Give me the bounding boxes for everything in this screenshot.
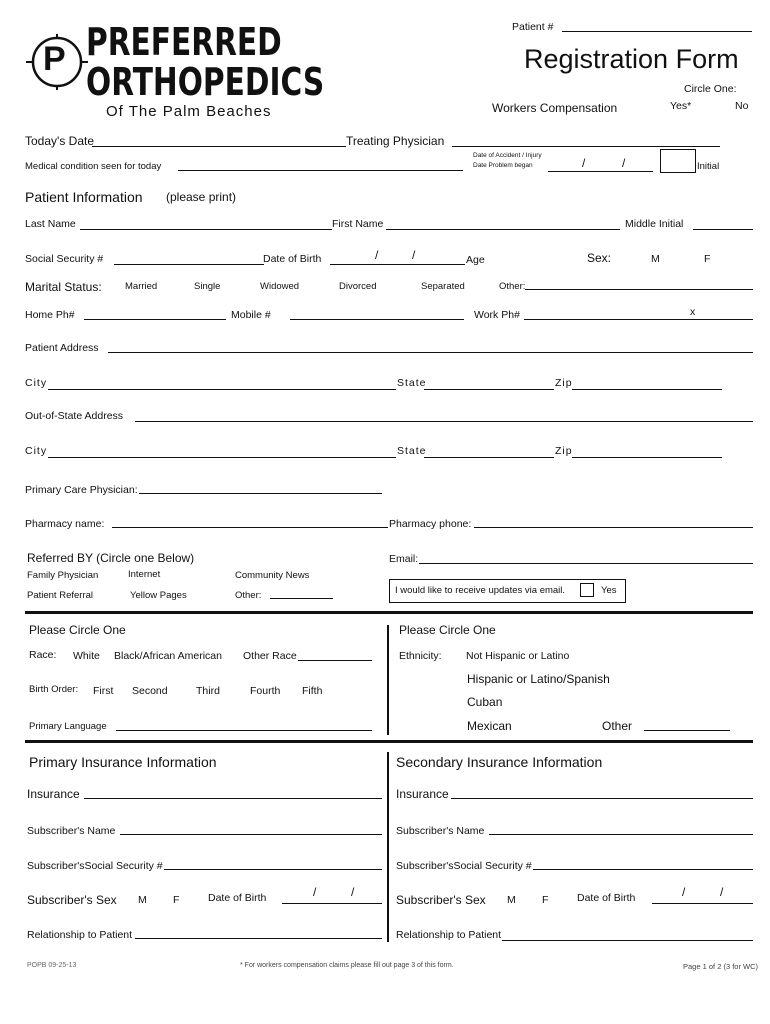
last-name-label: Last Name: [25, 218, 76, 230]
primary-dob-label: Date of Birth: [208, 892, 267, 904]
primary-language-label: Primary Language: [29, 721, 107, 732]
insurance-column-divider: [387, 752, 389, 942]
marital-widowed[interactable]: Widowed: [260, 281, 300, 292]
footer-note: * For workers compensation claims please fill out page 3 of this form.: [240, 962, 454, 969]
ethnicity-other-field[interactable]: [644, 730, 730, 731]
primary-sex-m[interactable]: M: [138, 894, 147, 906]
middle-initial-label: Middle Initial: [625, 218, 684, 230]
email-updates-yes: Yes: [601, 585, 617, 596]
initial-label: Initial: [697, 161, 720, 172]
date-problem-label: Date Problem began: [473, 162, 533, 169]
referral-community[interactable]: Community News: [235, 570, 310, 581]
referral-other-field[interactable]: [270, 598, 333, 599]
date-slash-1: /: [582, 156, 586, 170]
secondary-relationship-label: Relationship to Patient: [396, 929, 502, 941]
pharmacy-phone-label: Pharmacy phone:: [389, 518, 472, 530]
workers-comp-label: Workers Compensation: [492, 101, 618, 115]
date-slash-2: /: [622, 156, 626, 170]
pcp-label: Primary Care Physician:: [25, 484, 138, 496]
logo-line-3: Of The Palm Beaches: [106, 103, 272, 120]
primary-relationship-field[interactable]: [135, 938, 382, 939]
oos-address-field[interactable]: [135, 421, 753, 422]
email-field[interactable]: [419, 563, 753, 564]
marital-married[interactable]: Married: [125, 281, 158, 292]
referral-yellow[interactable]: Yellow Pages: [130, 590, 187, 601]
oos-zip-field[interactable]: [572, 457, 722, 458]
pharmacy-phone-field[interactable]: [474, 527, 753, 528]
pcp-field[interactable]: [139, 493, 382, 494]
right-circle-heading: Please Circle One: [399, 623, 496, 637]
logo-line-2: ORTHOPEDICS: [86, 60, 325, 104]
section-divider-1: [25, 611, 753, 614]
race-label: Race:: [29, 649, 57, 661]
marital-other-field[interactable]: [525, 289, 753, 290]
race-black[interactable]: Black/African American: [114, 650, 222, 662]
secondary-insurance-label: Insurance: [396, 787, 449, 801]
first-name-field[interactable]: [386, 229, 620, 230]
primary-subscriber-sex-label: Subscriber's Sex: [27, 893, 117, 907]
primary-dob-field[interactable]: [282, 903, 382, 904]
oos-city-field[interactable]: [48, 457, 396, 458]
oos-city-label: City: [25, 445, 48, 457]
email-label: Email:: [389, 553, 419, 565]
email-updates-text: I would like to receive updates via email.: [395, 585, 566, 596]
ethnicity-mexican[interactable]: Mexican: [467, 719, 512, 733]
patient-address-label: Patient Address: [25, 342, 99, 354]
patient-address-field[interactable]: [108, 352, 753, 353]
primary-language-field[interactable]: [116, 730, 372, 731]
oos-state-field[interactable]: [424, 457, 554, 458]
first-name-label: First Name: [332, 218, 384, 230]
logo-line-1: PREFERRED: [86, 20, 282, 64]
age-label: Age: [466, 254, 485, 266]
primary-insurance-field[interactable]: [84, 798, 382, 799]
circle-one-label: Circle One:: [684, 83, 737, 95]
secondary-insurance-heading: Secondary Insurance Information: [396, 754, 603, 770]
medical-condition-label: Medical condition seen for today: [25, 161, 162, 172]
left-circle-heading: Please Circle One: [29, 623, 126, 637]
primary-insurance-heading: Primary Insurance Information: [29, 754, 217, 770]
treating-physician-field[interactable]: [452, 146, 720, 147]
referral-patient[interactable]: Patient Referral: [27, 590, 94, 601]
mobile-field[interactable]: [290, 319, 464, 320]
race-other-field[interactable]: [298, 660, 372, 661]
primary-dob-slash-1: /: [313, 885, 317, 899]
logo-letter: P: [43, 40, 66, 78]
home-phone-field[interactable]: [84, 319, 226, 320]
workers-comp-no[interactable]: No: [735, 100, 749, 112]
sex-f-option[interactable]: F: [704, 253, 711, 265]
patient-number-field[interactable]: [562, 31, 752, 32]
date-accident-label: Date of Accident / Injury: [473, 152, 542, 159]
referral-heading: Referred BY (Circle one Below): [27, 551, 195, 565]
referral-internet[interactable]: Internet: [128, 569, 161, 580]
secondary-subscriber-ssn-label: Subscriber'sSocial Security #: [396, 860, 532, 872]
birth-order-second[interactable]: Second: [132, 685, 168, 697]
sex-m-option[interactable]: M: [651, 253, 660, 265]
work-phone-field[interactable]: [524, 319, 753, 320]
marital-status-label: Marital Status:: [25, 280, 102, 294]
oos-state-label: State: [397, 445, 427, 457]
date-accident-field[interactable]: [548, 171, 653, 172]
zip-label: Zip: [555, 377, 573, 389]
dob-label: Date of Birth: [263, 253, 322, 265]
oos-address-label: Out-of-State Address: [25, 410, 124, 422]
page-title: Registration Form: [524, 44, 739, 74]
ethnicity-not-hispanic[interactable]: Not Hispanic or Latino: [466, 650, 570, 662]
secondary-dob-slash-2: /: [720, 885, 724, 899]
secondary-subscriber-name-label: Subscriber's Name: [396, 825, 485, 837]
state-label: State: [397, 377, 427, 389]
email-updates-checkbox[interactable]: [580, 583, 594, 597]
referral-family[interactable]: Family Physician: [27, 570, 99, 581]
dob-slash-1: /: [375, 248, 379, 262]
ethnicity-label: Ethnicity:: [399, 650, 442, 662]
primary-subscriber-ssn-label: Subscriber'sSocial Security #: [27, 860, 163, 872]
race-white[interactable]: White: [73, 650, 100, 662]
patient-number-label: Patient #: [512, 21, 554, 33]
last-name-field[interactable]: [80, 229, 332, 230]
footer-page-number: Page 1 of 2 (3 for WC): [683, 962, 759, 971]
ethnicity-hispanic[interactable]: Hispanic or Latino/Spanish: [467, 672, 610, 686]
todays-date-label: Today's Date: [25, 134, 94, 148]
treating-physician-label: Treating Physician: [346, 134, 445, 148]
primary-subscriber-ssn-field[interactable]: [164, 869, 382, 870]
pharmacy-name-label: Pharmacy name:: [25, 518, 105, 530]
secondary-sex-m[interactable]: M: [507, 894, 516, 906]
primary-insurance-label: Insurance: [27, 787, 80, 801]
demographics-column-divider: [387, 625, 389, 735]
ethnicity-other-label: Other: [602, 719, 633, 733]
race-other-label: Other Race: [243, 650, 297, 662]
secondary-dob-field[interactable]: [652, 903, 753, 904]
oos-zip-label: Zip: [555, 445, 573, 457]
city-label: City: [25, 377, 48, 389]
primary-subscriber-name-field[interactable]: [120, 834, 382, 835]
birth-order-fifth[interactable]: Fifth: [302, 685, 323, 697]
mobile-label: Mobile #: [231, 309, 271, 321]
marital-separated[interactable]: Separated: [421, 281, 465, 292]
secondary-subscriber-name-field[interactable]: [489, 834, 753, 835]
birth-order-third[interactable]: Third: [196, 685, 220, 697]
initial-box[interactable]: [660, 149, 696, 173]
city-field[interactable]: [48, 389, 396, 390]
dob-field[interactable]: [330, 264, 465, 265]
marital-divorced[interactable]: Divorced: [339, 281, 377, 292]
pharmacy-name-field[interactable]: [112, 527, 388, 528]
secondary-subscriber-sex-label: Subscriber's Sex: [396, 893, 486, 907]
work-ext-x: x: [690, 306, 696, 318]
zip-field[interactable]: [572, 389, 722, 390]
marital-single[interactable]: Single: [194, 281, 221, 292]
ethnicity-cuban[interactable]: Cuban: [467, 695, 503, 709]
todays-date-field[interactable]: [92, 146, 346, 147]
referral-other-label: Other:: [235, 590, 262, 601]
medical-condition-field[interactable]: [178, 170, 463, 171]
secondary-dob-label: Date of Birth: [577, 892, 636, 904]
please-print-note: (please print): [166, 190, 237, 204]
primary-dob-slash-2: /: [351, 885, 355, 899]
state-field[interactable]: [424, 389, 554, 390]
home-phone-label: Home Ph#: [25, 309, 75, 321]
secondary-subscriber-ssn-field[interactable]: [533, 869, 753, 870]
patient-info-heading: Patient Information: [25, 189, 143, 205]
birth-order-fourth[interactable]: Fourth: [250, 685, 281, 697]
marital-other-label: Other:: [499, 281, 526, 292]
dob-slash-2: /: [412, 248, 416, 262]
primary-subscriber-name-label: Subscriber's Name: [27, 825, 116, 837]
section-divider-2: [25, 740, 753, 743]
birth-order-label: Birth Order:: [29, 684, 79, 695]
ssn-field[interactable]: [114, 264, 264, 265]
primary-relationship-label: Relationship to Patient: [27, 929, 133, 941]
secondary-insurance-field[interactable]: [451, 798, 753, 799]
secondary-dob-slash-1: /: [682, 885, 686, 899]
ssn-label: Social Security #: [25, 253, 104, 265]
middle-initial-field[interactable]: [693, 229, 753, 230]
primary-sex-f[interactable]: F: [173, 894, 180, 906]
work-phone-label: Work Ph#: [474, 309, 520, 321]
secondary-sex-f[interactable]: F: [542, 894, 549, 906]
birth-order-first[interactable]: First: [93, 685, 114, 697]
workers-comp-yes[interactable]: Yes*: [670, 100, 692, 112]
footer-form-code: POPB 09-25-13: [27, 962, 77, 969]
secondary-relationship-field[interactable]: [502, 940, 753, 941]
sex-label: Sex:: [587, 251, 612, 265]
